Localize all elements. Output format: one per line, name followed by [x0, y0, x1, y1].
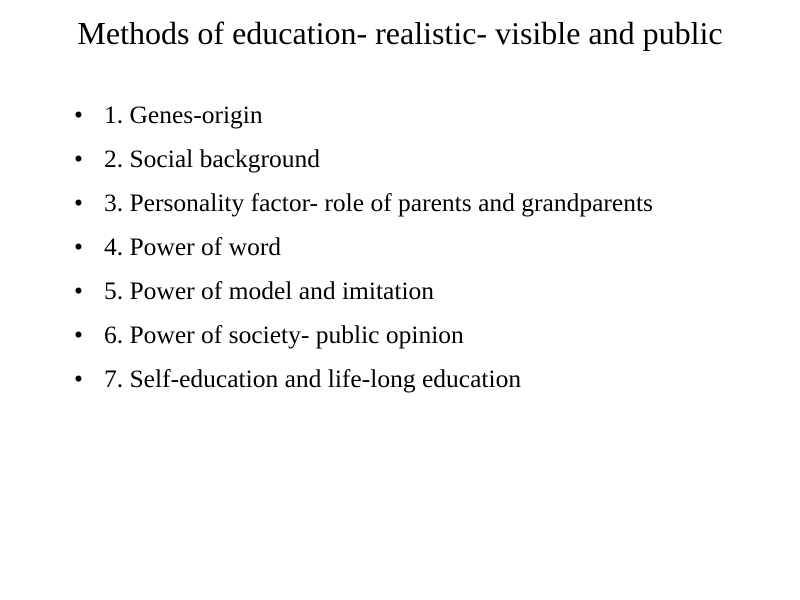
bullet-item-5	[74, 275, 714, 307]
bullet-text: 1. Genes-origin	[104, 100, 263, 129]
slide-title: Methods of education- realistic- visible and public	[77, 15, 723, 51]
bullet-icon: •	[74, 188, 83, 217]
bullet-item-6	[74, 319, 714, 351]
bullet-text: 4. Power of word	[104, 232, 282, 261]
bullet-text: 3. Personality factor- role of parents and grandparents	[104, 188, 653, 217]
bullet-icon: •	[74, 276, 83, 305]
bullet-icon: •	[74, 144, 83, 173]
bullet-item-4	[74, 231, 714, 263]
bullet-text: 6. Power of society- public opinion	[104, 320, 464, 349]
bullet-item-2	[74, 143, 714, 175]
bullet-icon: •	[74, 364, 83, 393]
bullet-icon: •	[74, 232, 83, 261]
bullet-icon: •	[74, 320, 83, 349]
bullet-icon: •	[74, 100, 83, 129]
bullet-text: 2. Social background	[104, 144, 320, 173]
bullet-text: 7. Self-education and life-long education	[104, 364, 522, 393]
bullet-item-7	[74, 363, 714, 395]
bullet-text: 5. Power of model and imitation	[104, 276, 435, 305]
bullet-list	[74, 99, 714, 407]
bullet-item-1	[74, 99, 714, 131]
bullet-item-3	[74, 187, 714, 219]
